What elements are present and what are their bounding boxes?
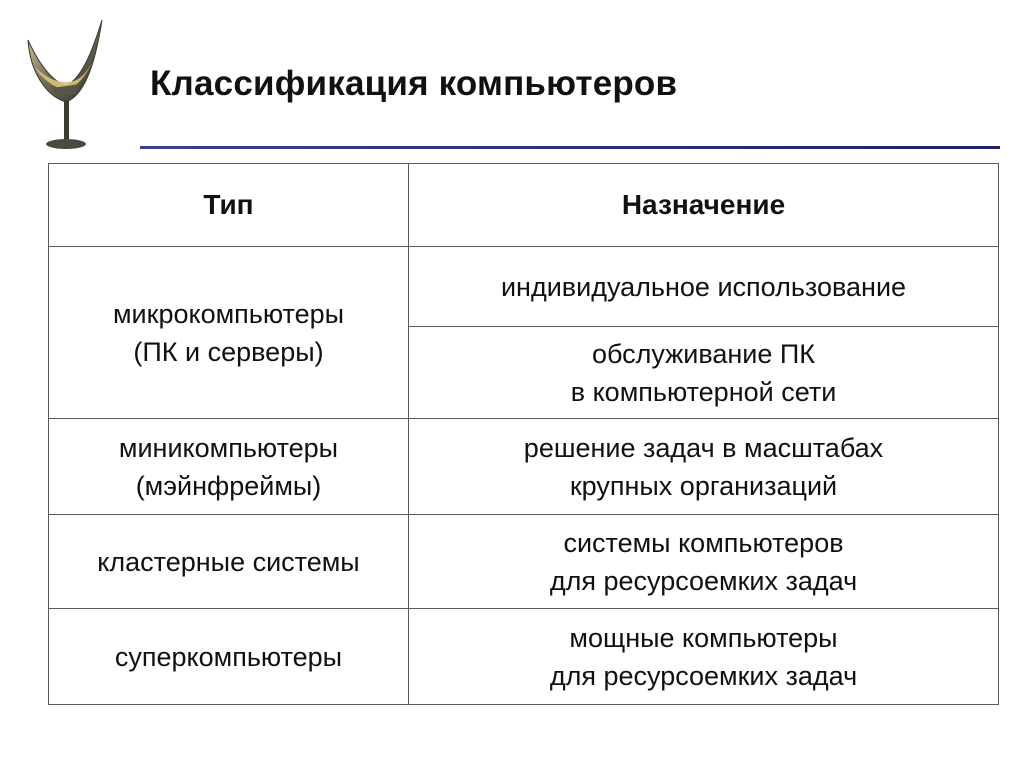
purpose-cell (409, 419, 999, 515)
purpose-text-line: для ресурсоемких задач (549, 660, 858, 691)
type-label-line: (мэйнфреймы) (135, 470, 322, 501)
wine-glass-logo-icon (22, 12, 114, 152)
purpose-cell (409, 515, 999, 609)
table-row (49, 419, 999, 515)
table-header-row (49, 164, 999, 247)
purpose-cell (409, 327, 999, 419)
purpose-text-line: системы компьютеров (563, 527, 844, 558)
table-row (49, 247, 999, 327)
type-cell-micro (49, 247, 409, 419)
purpose-text-line: решение задач в масштабах (523, 432, 884, 463)
purpose-text-line: крупных организаций (569, 470, 838, 501)
type-label-line: микрокомпьютеры (112, 298, 345, 329)
header-type: Тип (49, 164, 409, 247)
page-title: Классификация компьютеров (150, 64, 678, 103)
table-row (49, 609, 999, 705)
type-label-line: (ПК и серверы) (133, 336, 324, 367)
purpose-text-line: обслуживание ПК (591, 338, 816, 369)
type-cell-cluster (49, 515, 409, 609)
computer-classification-table (48, 163, 999, 705)
purpose-text-line: мощные компьютеры (569, 622, 838, 653)
purpose-text-line: в компьютерной сети (570, 376, 837, 407)
purpose-text-line: индивидуальное использование (500, 271, 907, 302)
header-purpose: Назначение (409, 164, 999, 247)
type-label-line: суперкомпьютеры (114, 641, 343, 672)
table-row (49, 515, 999, 609)
type-cell-mini (49, 419, 409, 515)
purpose-cell (409, 609, 999, 705)
type-cell-super (49, 609, 409, 705)
title-underline (140, 146, 1000, 149)
purpose-cell (409, 247, 999, 327)
purpose-text-line: для ресурсоемких задач (549, 565, 858, 596)
type-label-line: миникомпьютеры (118, 432, 339, 463)
type-label-line: кластерные системы (97, 546, 360, 577)
